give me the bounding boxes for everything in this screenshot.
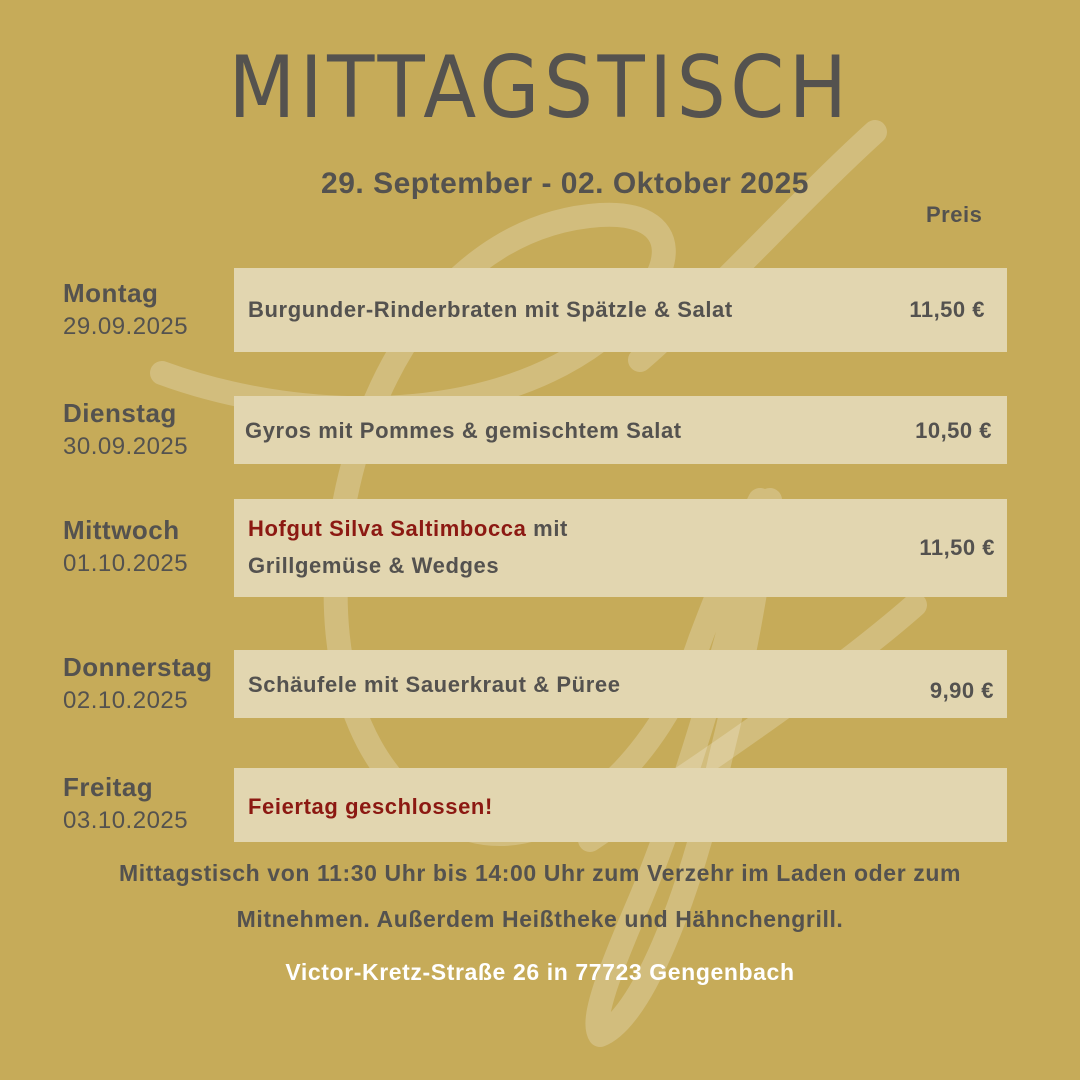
day-date: 30.09.2025 xyxy=(63,433,189,460)
day-name: Montag xyxy=(63,278,159,308)
meal-text: Burgunder-Rinderbraten mit Spätzle & Salat xyxy=(248,297,733,322)
meal-box-wednesday xyxy=(234,499,1007,597)
opening-hours-note: Mittagstisch von 11:30 Uhr bis 14:00 Uhr zum Verzehr im Laden oder zum Mitnehmen. Außerdem Heißtheke und Hähnchengrill. xyxy=(118,860,962,932)
page-title: MITTAGSTISCH xyxy=(228,38,852,138)
price-column-header: Preis xyxy=(926,202,983,227)
day-date: 01.10.2025 xyxy=(63,550,189,577)
day-name: Mittwoch xyxy=(63,515,180,545)
day-name: Freitag xyxy=(63,772,154,802)
meal-text-rest: mit xyxy=(526,516,568,541)
day-label-monday xyxy=(63,276,188,344)
meal-text-line2: Grillgemüse & Wedges xyxy=(248,553,500,578)
date-range: 29. September - 02. Oktober 2025 xyxy=(321,167,809,200)
meal-box-tuesday xyxy=(234,396,1007,464)
address: Victor-Kretz-Straße 26 in 77723 Gengenbach xyxy=(285,959,795,985)
meal-text: Gyros mit Pommes & gemischtem Salat xyxy=(245,418,682,443)
meal-box-monday xyxy=(234,268,1007,352)
meal-price: 11,50 € xyxy=(909,297,985,322)
meal-text: Schäufele mit Sauerkraut & Püree xyxy=(248,672,621,697)
day-label-tuesday xyxy=(63,396,188,464)
meal-box-friday xyxy=(234,768,1007,842)
day-label-wednesday xyxy=(63,513,188,581)
meal-text xyxy=(248,510,568,584)
meal-box-thursday xyxy=(234,650,1007,718)
meal-highlight: Hofgut Silva Saltimbocca xyxy=(248,516,527,541)
day-date: 03.10.2025 xyxy=(63,807,189,834)
meal-price: 10,50 € xyxy=(915,418,992,443)
day-date: 29.09.2025 xyxy=(63,313,189,340)
day-date: 02.10.2025 xyxy=(63,687,189,714)
closed-notice: Feiertag geschlossen! xyxy=(248,794,493,819)
day-name: Donnerstag xyxy=(63,652,213,682)
meal-price: 11,50 € xyxy=(919,535,995,560)
day-name: Dienstag xyxy=(63,398,177,428)
meal-price: 9,90 € xyxy=(929,678,994,703)
day-label-friday xyxy=(63,770,188,838)
day-label-thursday xyxy=(63,650,212,718)
